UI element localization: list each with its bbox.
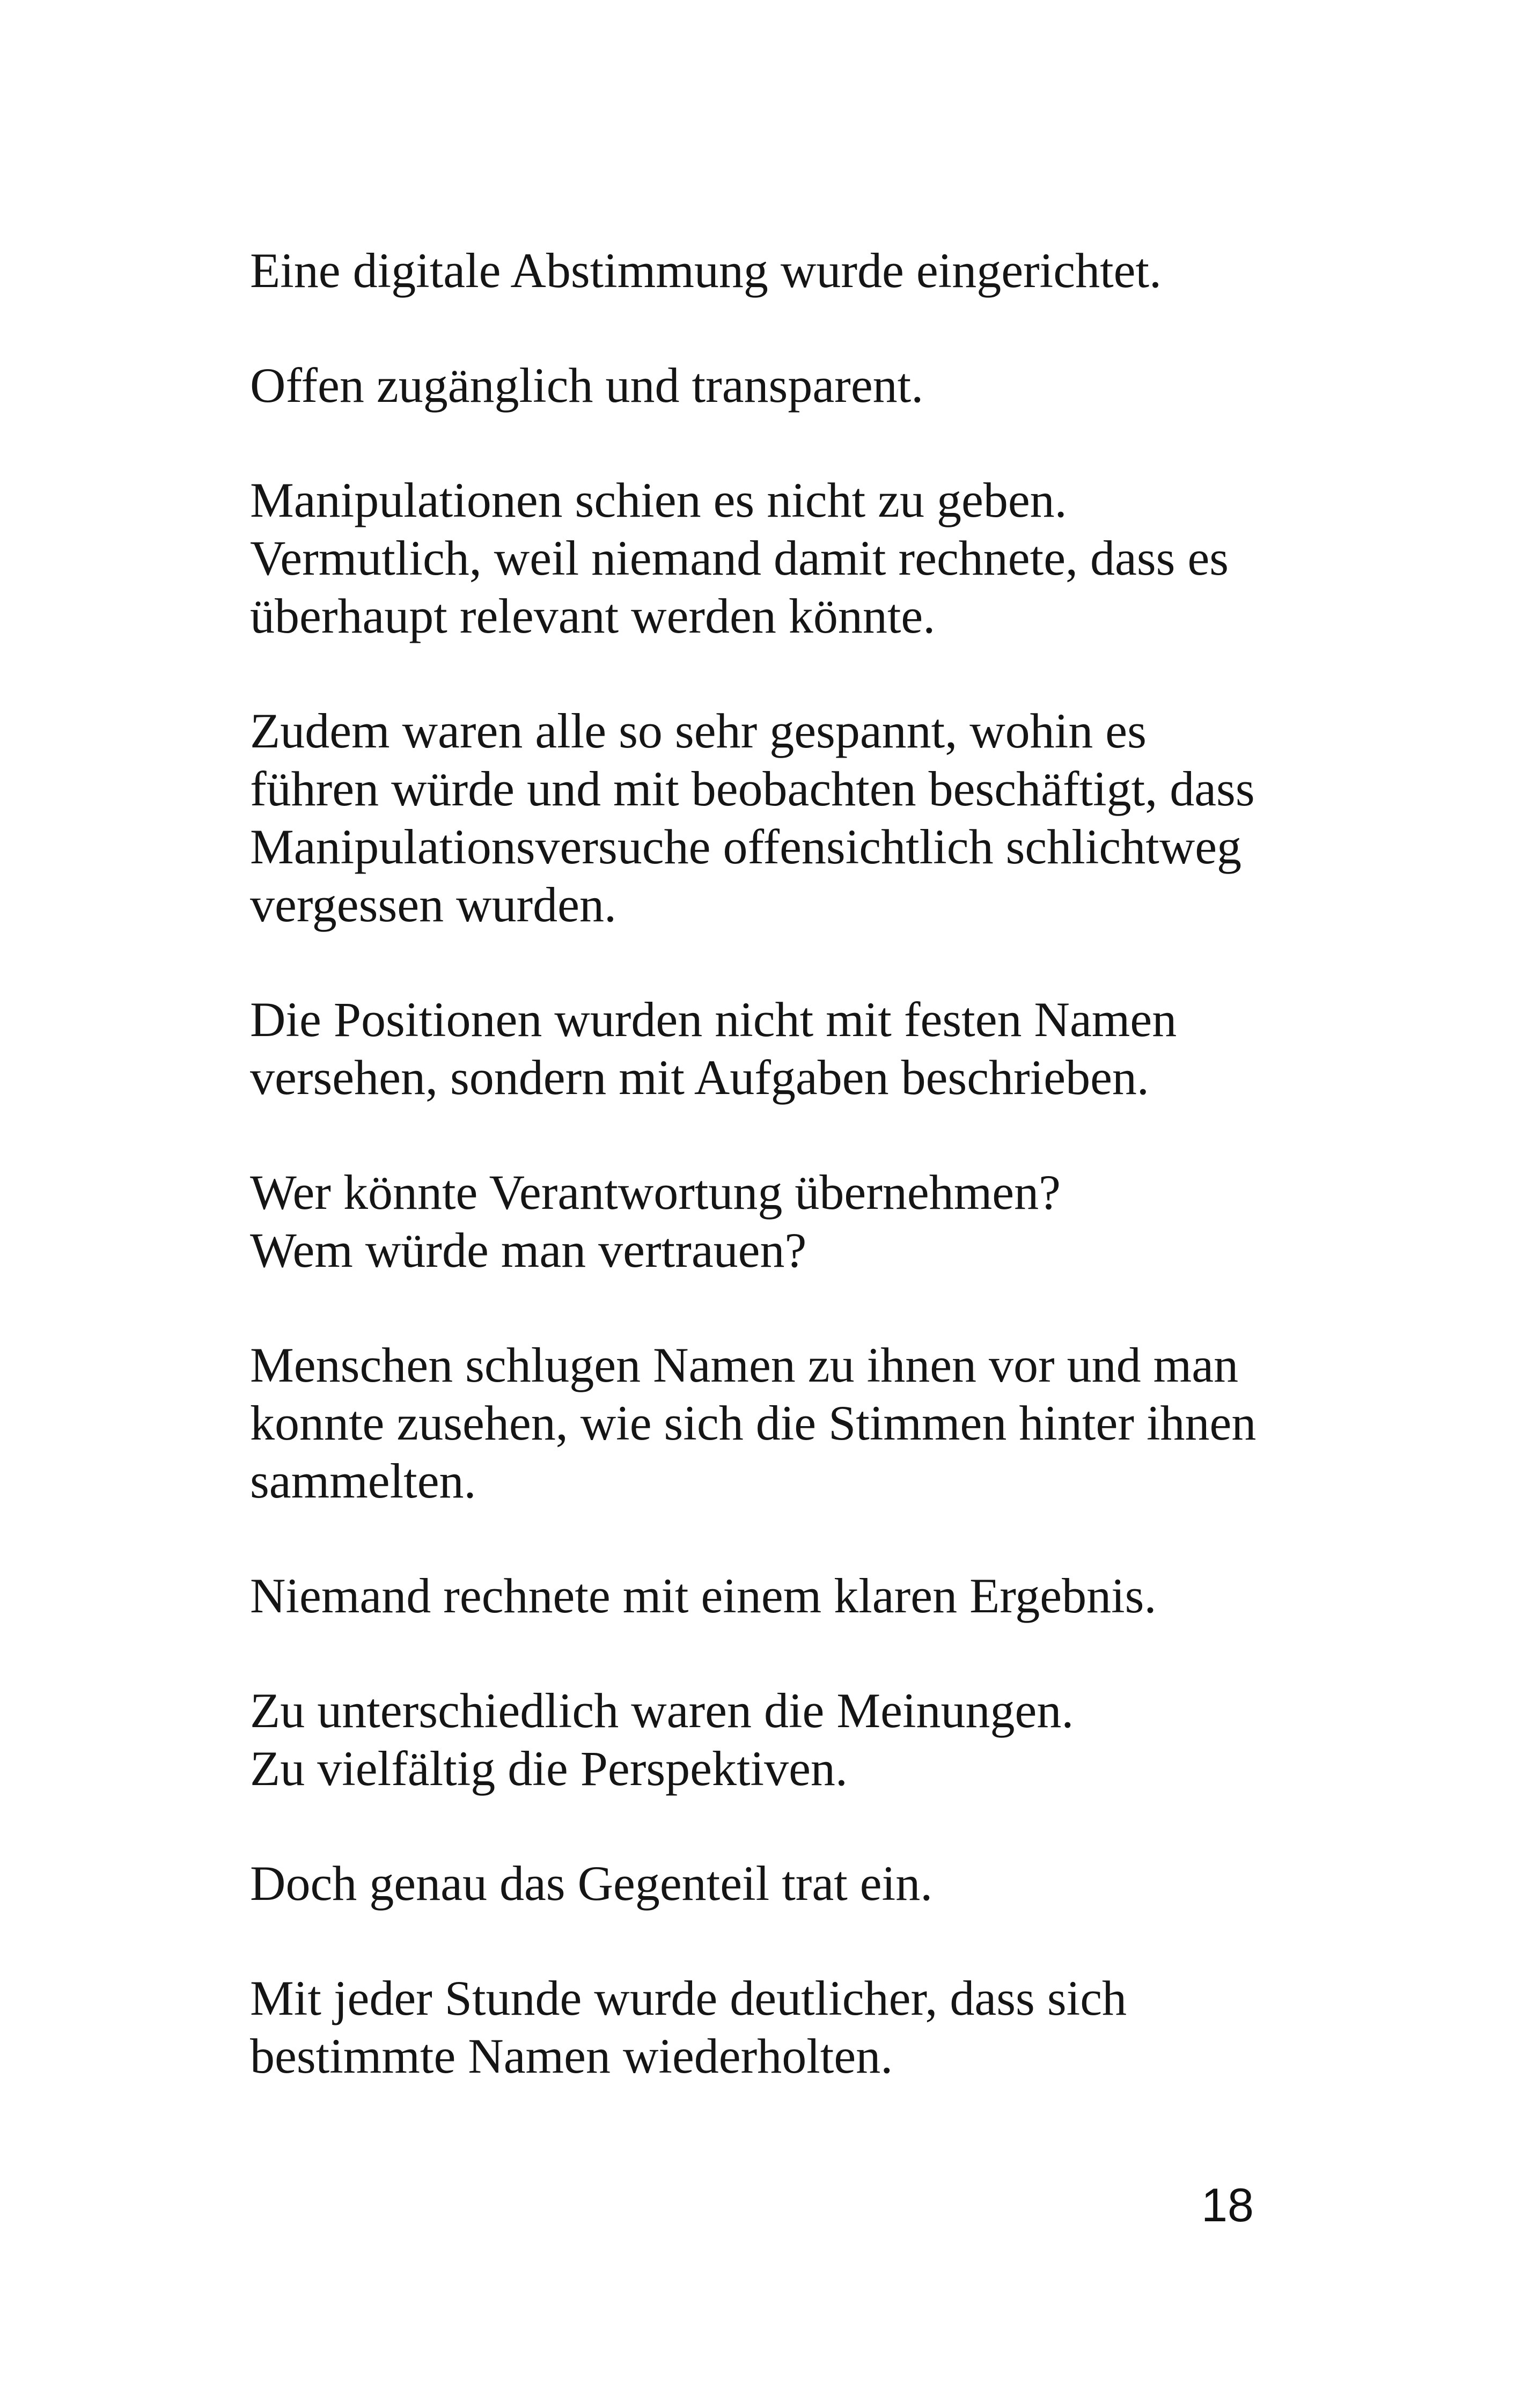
paragraph	[250, 471, 1323, 645]
page-number: 18	[1201, 2178, 1254, 2231]
text-line: überhaupt relevant werden könnte.	[250, 589, 936, 643]
text-line: Eine digitale Abstimmung wurde eingerichtet.	[250, 243, 1162, 298]
text-line: Wer könnte Verantwortung übernehmen?	[250, 1165, 1061, 1220]
paragraph	[250, 1854, 1323, 1912]
text-line: bestimmte Namen wiederholten.	[250, 2029, 893, 2083]
paragraph	[250, 702, 1323, 934]
text-line: Wem würde man vertrauen?	[250, 1223, 807, 1278]
paragraph	[250, 1163, 1323, 1279]
text-line: führen würde und mit beobachten beschäftigt, dass	[250, 761, 1255, 816]
body-text	[250, 241, 1323, 2142]
paragraph	[250, 990, 1323, 1106]
paragraph	[250, 1682, 1323, 1797]
paragraph	[250, 241, 1323, 299]
text-line: Manipulationen schien es nicht zu geben.	[250, 473, 1067, 527]
text-line: vergessen wurden.	[250, 877, 616, 932]
paragraph	[250, 356, 1323, 414]
text-line: Doch genau das Gegenteil trat ein.	[250, 1856, 933, 1911]
text-line: versehen, sondern mit Aufgaben beschrieben.	[250, 1050, 1149, 1105]
paragraph	[250, 1336, 1323, 1510]
text-line: Zu unterschiedlich waren die Meinungen.	[250, 1683, 1074, 1738]
text-line: Mit jeder Stunde wurde deutlicher, dass sich	[250, 1971, 1127, 2025]
text-line: Menschen schlugen Namen zu ihnen vor und man	[250, 1338, 1239, 1392]
text-line: Die Positionen wurden nicht mit festen Namen	[250, 992, 1177, 1047]
text-line: konnte zusehen, wie sich die Stimmen hinter ihnen	[250, 1396, 1257, 1450]
text-line: Vermutlich, weil niemand damit rechnete, dass es	[250, 531, 1229, 585]
text-line: Offen zugänglich und transparent.	[250, 358, 924, 413]
text-line: sammelten.	[250, 1453, 476, 1508]
text-line: Niemand rechnete mit einem klaren Ergebnis.	[250, 1568, 1157, 1623]
text-line: Zudem waren alle so sehr gespannt, wohin es	[250, 703, 1147, 758]
paragraph	[250, 1969, 1323, 2085]
text-line: Manipulationsversuche offensichtlich schlichtweg	[250, 819, 1242, 874]
text-line: Zu vielfältig die Perspektiven.	[250, 1741, 848, 1796]
paragraph	[250, 1567, 1323, 1625]
